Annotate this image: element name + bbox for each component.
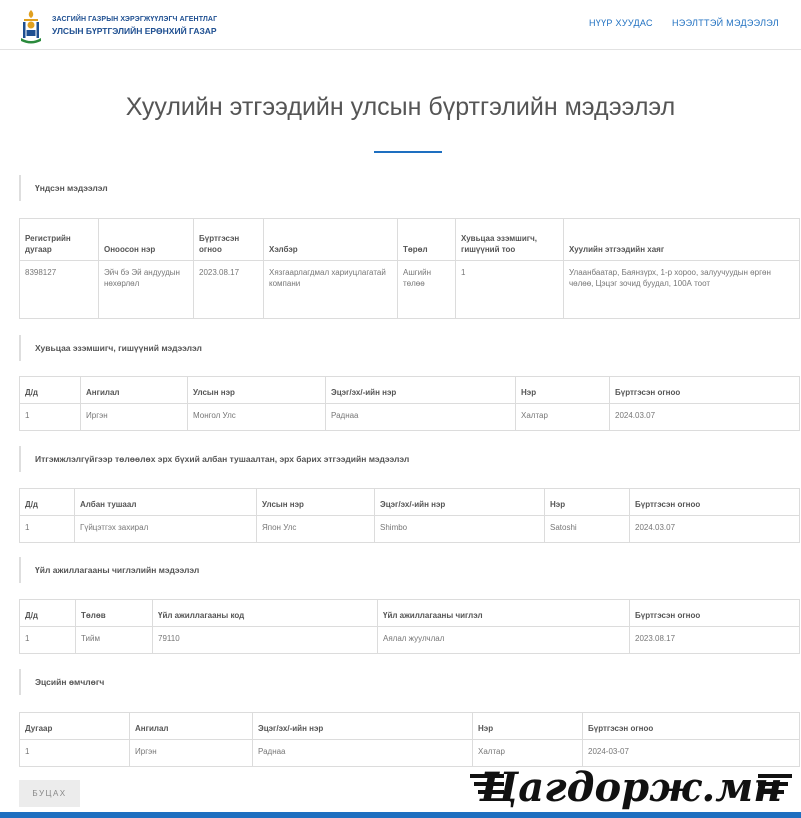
cell-index: 1 xyxy=(20,627,76,654)
cell-position: Гүйцэтгэх захирал xyxy=(75,516,257,543)
cell-activity-area: Аялал жуулчлал xyxy=(378,627,630,654)
col-header: Хэлбэр xyxy=(264,219,398,261)
col-header: Нэр xyxy=(516,377,610,404)
title-underline xyxy=(374,151,442,153)
col-header: Бүртгэсэн огноо xyxy=(630,600,800,627)
col-header: Хуулийн этгээдийн хаяг xyxy=(564,219,800,261)
cell-category: Иргэн xyxy=(130,740,253,767)
page-title: Хуулийн этгээдийн улсын бүртгэлийн мэдээлэл xyxy=(125,93,676,121)
col-header: Эцэг/эх/-ийн нэр xyxy=(326,377,516,404)
back-button[interactable]: БУЦАХ xyxy=(19,780,80,807)
col-header: Нэр xyxy=(545,489,630,516)
cell-register-number: 8398127 xyxy=(20,261,99,319)
brand-org-name: УЛСЫН БҮРТГЭЛИЙН ЕРӨНХИЙ ГАЗАР xyxy=(52,26,217,36)
cell-given-name: Халтар xyxy=(473,740,583,767)
section-heading-shareholders: Хувьцаа эзэмшигч, гишүүний мэдээлэл xyxy=(19,335,799,361)
col-header: Үйл ажиллагааны чиглэл xyxy=(378,600,630,627)
footer-bar xyxy=(0,812,801,818)
col-header: Улсын нэр xyxy=(257,489,375,516)
brand-block[interactable] xyxy=(52,15,217,37)
cell-registered-date: 2024.03.07 xyxy=(630,516,800,543)
activities-table xyxy=(19,599,800,654)
brand-agency-line: ЗАСГИЙН ГАЗРЫН ХЭРЭГЖҮҮЛЭГЧ АГЕНТЛАГ xyxy=(52,16,218,23)
cell-status: Тийм xyxy=(76,627,153,654)
table-header-row xyxy=(20,489,800,516)
site-header xyxy=(0,0,801,50)
watermark-logo xyxy=(470,757,792,817)
col-header: Д/д xyxy=(20,377,81,404)
cell-registered-date: 2024-03-07 xyxy=(583,740,800,767)
cell-country: Япон Улс xyxy=(257,516,375,543)
col-header: Хувьцаа эзэмшигч, гишүүний тоо xyxy=(456,219,564,261)
cell-name: Эйч бэ Эй андуудын нөхөрлөл xyxy=(99,261,194,319)
watermark-text: Цагдорж.мн xyxy=(479,764,783,811)
cell-registered-date: 2023.08.17 xyxy=(194,261,264,319)
col-header: Оноосон нэр xyxy=(99,219,194,261)
cell-type: Ашгийн төлөө xyxy=(398,261,456,319)
col-header: Ангилал xyxy=(130,713,253,740)
col-header: Төлөв xyxy=(76,600,153,627)
cell-number: 1 xyxy=(20,740,130,767)
col-header: Төрөл xyxy=(398,219,456,261)
nav-home-link[interactable]: НҮҮР ХУУДАС xyxy=(589,18,653,28)
section-heading-officials: Итгэмжлэлгүйгээр төлөөлөх эрх бүхий албан тушаалтан, эрх барих этгээдийн мэдээлэл xyxy=(19,446,799,472)
col-header: Д/д xyxy=(20,600,76,627)
section-heading-basic: Үндсэн мэдээлэл xyxy=(19,175,799,201)
nav-open-info-link[interactable]: НЭЭЛТТЭЙ МЭДЭЭЛЭЛ xyxy=(672,18,779,28)
table-row xyxy=(20,627,800,654)
col-header: Эцэг/эх/-ийн нэр xyxy=(375,489,545,516)
col-header: Албан тушаал xyxy=(75,489,257,516)
col-header: Бүртгэсэн огноо xyxy=(194,219,264,261)
table-header-row xyxy=(20,377,800,404)
basic-info-table xyxy=(19,218,800,319)
cell-registered-date: 2023.08.17 xyxy=(630,627,800,654)
cell-activity-code: 79110 xyxy=(153,627,378,654)
shareholders-table xyxy=(19,376,800,431)
cell-form: Хязгаарлагдмал хариуцлагатай компани xyxy=(264,261,398,319)
section-heading-beneficiaries: Эцсийн өмчлөгч xyxy=(19,669,799,695)
table-header-row xyxy=(20,600,800,627)
col-header: Бүртгэсэн огноо xyxy=(583,713,800,740)
col-header: Регистрийн дугаар xyxy=(20,219,99,261)
table-row xyxy=(20,516,800,543)
cell-category: Иргэн xyxy=(81,404,188,431)
cell-registered-date: 2024.03.07 xyxy=(610,404,800,431)
col-header: Нэр xyxy=(473,713,583,740)
col-header: Дугаар xyxy=(20,713,130,740)
table-header-row xyxy=(20,219,800,261)
table-row xyxy=(20,261,800,319)
section-heading-activities: Үйл ажиллагааны чиглэлийн мэдээлэл xyxy=(19,557,799,583)
cell-parent-name: Shimbo xyxy=(375,516,545,543)
cell-given-name: Халтар xyxy=(516,404,610,431)
cell-given-name: Satoshi xyxy=(545,516,630,543)
soyombo-emblem-icon[interactable] xyxy=(20,8,42,44)
col-header: Д/д xyxy=(20,489,75,516)
cell-index: 1 xyxy=(20,404,81,431)
col-header: Улсын нэр xyxy=(188,377,326,404)
col-header: Үйл ажиллагааны код xyxy=(153,600,378,627)
col-header: Ангилал xyxy=(81,377,188,404)
cell-parent-name: Раднаа xyxy=(253,740,473,767)
col-header: Бүртгэсэн огноо xyxy=(610,377,800,404)
table-row xyxy=(20,404,800,431)
cell-index: 1 xyxy=(20,516,75,543)
officials-table xyxy=(19,488,800,543)
col-header: Эцэг/эх/-ийн нэр xyxy=(253,713,473,740)
col-header: Бүртгэсэн огноо xyxy=(630,489,800,516)
cell-shareholder-count: 1 xyxy=(456,261,564,319)
cell-country: Монгол Улс xyxy=(188,404,326,431)
table-header-row xyxy=(20,713,800,740)
cell-parent-name: Раднаа xyxy=(326,404,516,431)
cell-address: Улаанбаатар, Баянзүрх, 1-р хороо, залуучуудын өргөн чөлөө, Цэцэг зочид буудал, 100А тоот xyxy=(564,261,800,319)
